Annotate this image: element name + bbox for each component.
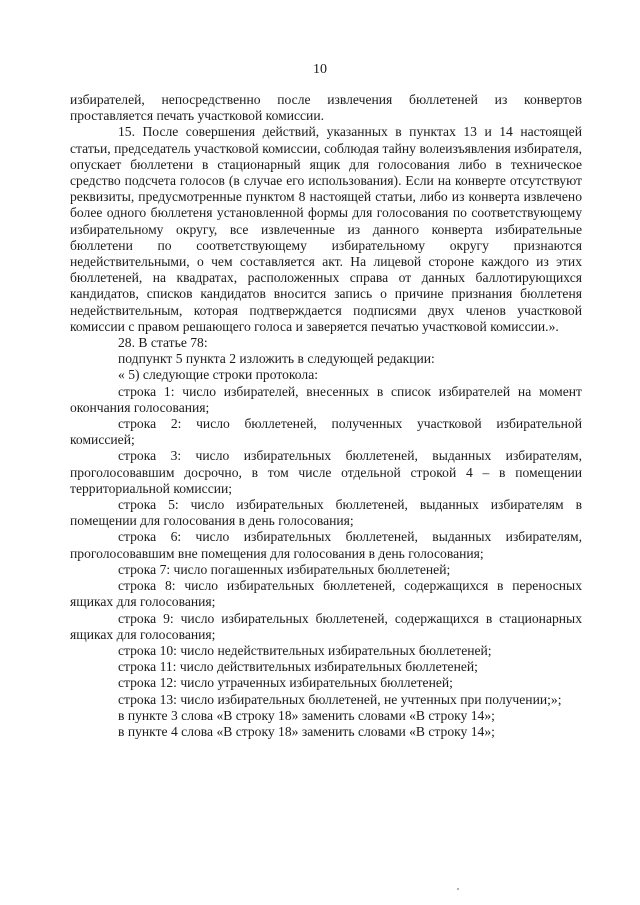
protocol-line-2: строка 2: число бюллетеней, полученных участковой избирательной комиссией; bbox=[70, 416, 582, 448]
protocol-line-5: строка 5: число избирательных бюллетеней, выданных избирателям в помещении для голосования в день голосования; bbox=[70, 497, 582, 529]
protocol-line-13: строка 13: число избирательных бюллетеней, не учтенных при получении;»; bbox=[118, 691, 562, 707]
protocol-line-3: строка 3: число избирательных бюллетеней, выданных избирателям, проголосовавшим досрочно, в том числе отдельной строкой 4 – в помещении территориальной комиссии; bbox=[70, 448, 582, 496]
document-body bbox=[70, 92, 582, 740]
paragraph-protocol-lines-intro: « 5) следующие строки протокола: bbox=[118, 367, 319, 383]
paragraph-item-15: 15. После совершения действий, указанных в пунктах 13 и 14 настоящей статьи, председатель участковой комиссии, соблюдая тайну волеизъявления избирателя, опускает бюллетени в стационарный ящик для голосования либо в техническое средство подсчета голосов (в случае его использования). Если на конверте отсутствуют реквизиты, предусмотренные пунктом 8 настоящей статьи, либо из конверта извлечено более одного бюллетеня установленной формы для голосования по соответствующему избирательному округу, все извлеченные из данного конверта избирательные бюллетени по соответствующему избирательному округу признаются недействительными, о чем составляется акт. На лицевой стороне каждого из этих бюллетеней, на квадратах, расположенных справа от данных баллотирующихся кандидатов, списков кандидатов вносится запись о причине признания бюллетеня недействительным, которая подтверждается подписями двух членов участковой комиссии с правом решающего голоса и заверяется печатью участковой комиссии.». bbox=[70, 124, 582, 334]
protocol-line-10: строка 10: число недействительных избирательных бюллетеней; bbox=[118, 642, 492, 658]
protocol-line-7: строка 7: число погашенных избирательных бюллетеней; bbox=[118, 561, 451, 577]
protocol-line-1: строка 1: число избирателей, внесенных в список избирателей на момент окончания голосования; bbox=[70, 383, 582, 415]
paragraph-subpoint-instruction: подпункт 5 пункта 2 изложить в следующей редакции: bbox=[118, 351, 435, 367]
paragraph-article-78: 28. В статье 78: bbox=[118, 335, 208, 351]
protocol-line-8: строка 8: число избирательных бюллетеней, содержащихся в переносных ящиках для голосования; bbox=[70, 578, 582, 610]
scan-speck bbox=[457, 888, 459, 890]
paragraph-continuation: избирателей, непосредственно после извлечения бюллетеней из конвертов проставляется печать участковой комиссии. bbox=[70, 92, 582, 124]
protocol-line-11: строка 11: число действительных избирательных бюллетеней; bbox=[118, 659, 478, 675]
protocol-line-9: строка 9: число избирательных бюллетеней, содержащихся в стационарных ящиках для голосования; bbox=[70, 610, 582, 642]
protocol-line-12: строка 12: число утраченных избирательных бюллетеней; bbox=[118, 675, 453, 691]
paragraph-point-4-replacement: в пункте 4 слова «В строку 18» заменить словами «В строку 14»; bbox=[118, 723, 495, 739]
protocol-line-6: строка 6: число избирательных бюллетеней, выданных избирателям, проголосовавшим вне помещения для голосования в день голосования; bbox=[70, 529, 582, 561]
page-number: 10 bbox=[313, 62, 327, 77]
paragraph-point-3-replacement: в пункте 3 слова «В строку 18» заменить словами «В строку 14»; bbox=[118, 707, 495, 723]
